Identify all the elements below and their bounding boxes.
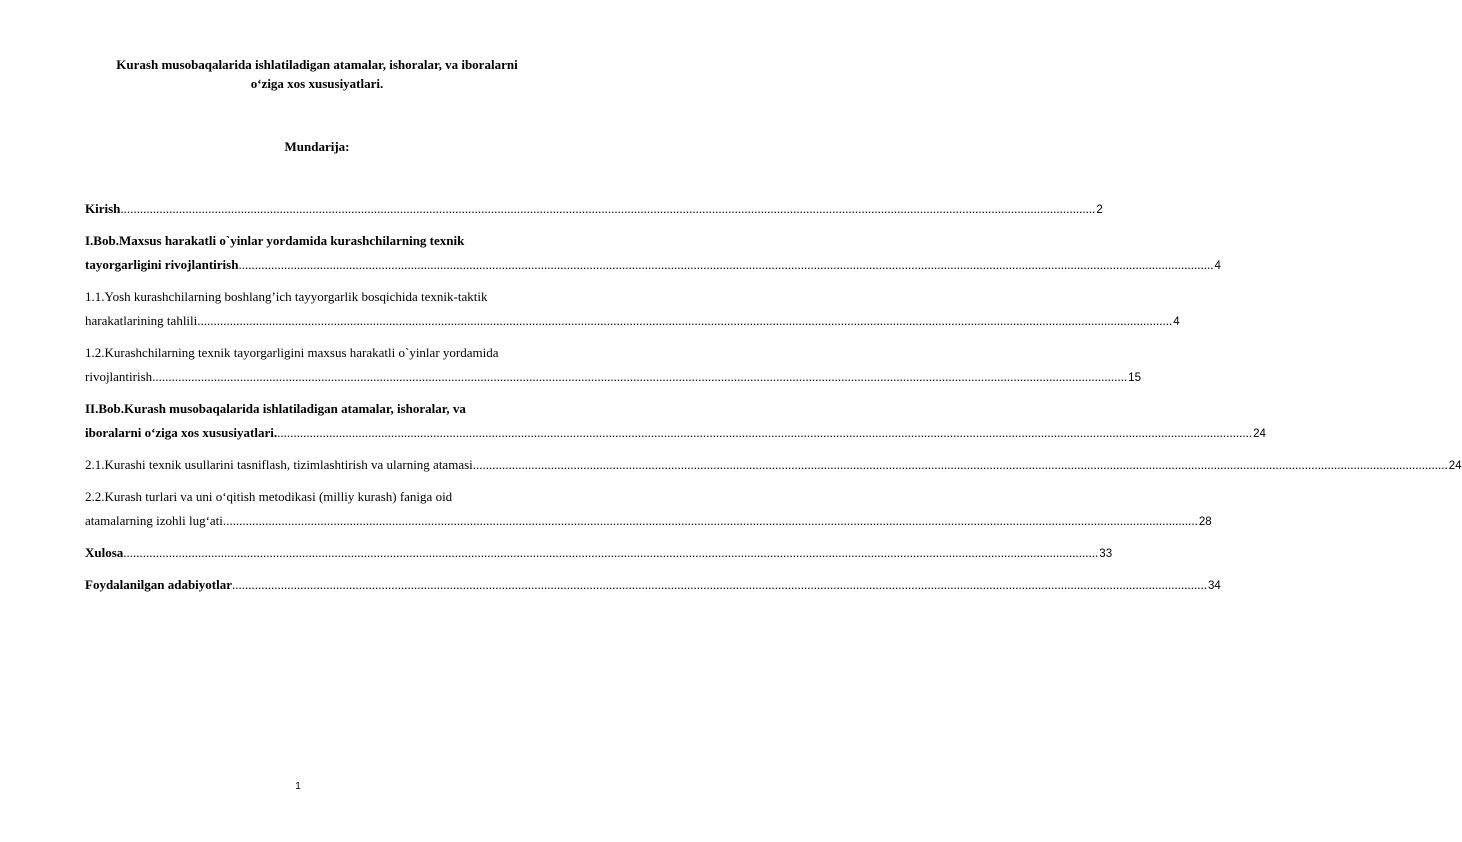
dot-leader: ............................................................................................................................................................................................................................................................................................................	[197, 313, 1173, 328]
dot-leader: ............................................................................................................................................................................................................................................................................................................	[238, 257, 1214, 272]
toc-page-number: 28	[1198, 516, 1212, 528]
toc-page-number: 2	[1096, 204, 1103, 216]
toc-entry-title-line-1: I.Bob.Maxsus harakatli o`yinlar yordamida kurashchilarning texnik	[85, 233, 465, 248]
dot-leader: ............................................................................................................................................................................................................................................................................................................	[120, 201, 1096, 216]
toc-entry-title-line-1: II.Bob.Kurash musobaqalarida ishlatiladigan atamalar, ishoralar, va	[85, 401, 466, 416]
toc-page-number: 15	[1128, 372, 1141, 384]
toc-entry-section-2-2	[85, 485, 1212, 534]
toc-entry-section-2-1	[85, 453, 1462, 478]
toc-entry-section-1-2	[85, 341, 1141, 390]
toc-page-number: 24	[1448, 460, 1462, 472]
toc-page-number: 33	[1099, 548, 1113, 560]
toc-page-number: 34	[1208, 580, 1221, 592]
toc-entry-title: Xulosa	[85, 545, 124, 560]
toc-entry-conclusion	[85, 541, 1113, 566]
dot-leader: ............................................................................................................................................................................................................................................................................................................	[277, 425, 1253, 440]
toc-entry-title: Foydalanilgan adabiyotlar	[85, 577, 232, 592]
document-title	[60, 55, 574, 93]
toc-entry-references	[85, 573, 1221, 598]
toc-entry-title: atamalarning izohli lug‘ati	[85, 513, 223, 528]
toc-entry-section-1-1	[85, 285, 1180, 334]
page-number: 1	[295, 781, 301, 792]
table-of-contents	[85, 197, 1462, 605]
toc-entry-title: iboralarni o‘ziga xos xususiyatlari.	[85, 425, 278, 440]
toc-entry-introduction	[85, 197, 1103, 222]
toc-entry-title: 2.1.Kurashi texnik usullarini tasniflash, tizimlashtirish va ularning atamasi	[85, 457, 473, 472]
document-title-line-1: Kurash musobaqalarida ishlatiladigan atamalar, ishoralar, va iboralarni	[116, 57, 518, 72]
document-title-line-2: o‘ziga xos xususiyatlari.	[250, 76, 384, 91]
toc-page-number: 24	[1253, 428, 1266, 440]
dot-leader: ............................................................................................................................................................................................................................................................................................................	[123, 545, 1099, 560]
toc-entry-title: harakatlarining tahlili	[85, 313, 198, 328]
toc-entry-title: Kirish	[85, 201, 121, 216]
dot-leader: ............................................................................................................................................................................................................................................................................................................	[472, 457, 1448, 472]
toc-entry-title-line-1: 1.2.Kurashchilarning texnik tayorgarligini maxsus harakatli o`yinlar yordamida	[85, 345, 499, 360]
toc-page-number: 4	[1214, 260, 1221, 272]
toc-entry-chapter-2	[85, 397, 1266, 446]
dot-leader: ............................................................................................................................................................................................................................................................................................................	[152, 369, 1128, 384]
toc-entry-title-line-1: 2.2.Kurash turlari va uni o‘qitish metodikasi (milliy kurash) faniga oid	[85, 489, 453, 504]
toc-page-number: 4	[1173, 316, 1180, 328]
dot-leader: ............................................................................................................................................................................................................................................................................................................	[222, 513, 1198, 528]
toc-entry-title-line-1: 1.1.Yosh kurashchilarning boshlang’ich tayyorgarlik bosqichida texnik-taktik	[85, 289, 488, 304]
toc-entry-title: rivojlantirish	[85, 369, 153, 384]
toc-entry-chapter-1	[85, 229, 1221, 278]
dot-leader: ............................................................................................................................................................................................................................................................................................................	[232, 577, 1207, 592]
toc-entry-title: tayorgarligini rivojlantirish	[85, 257, 239, 272]
contents-heading: Mundarija:	[284, 139, 350, 154]
